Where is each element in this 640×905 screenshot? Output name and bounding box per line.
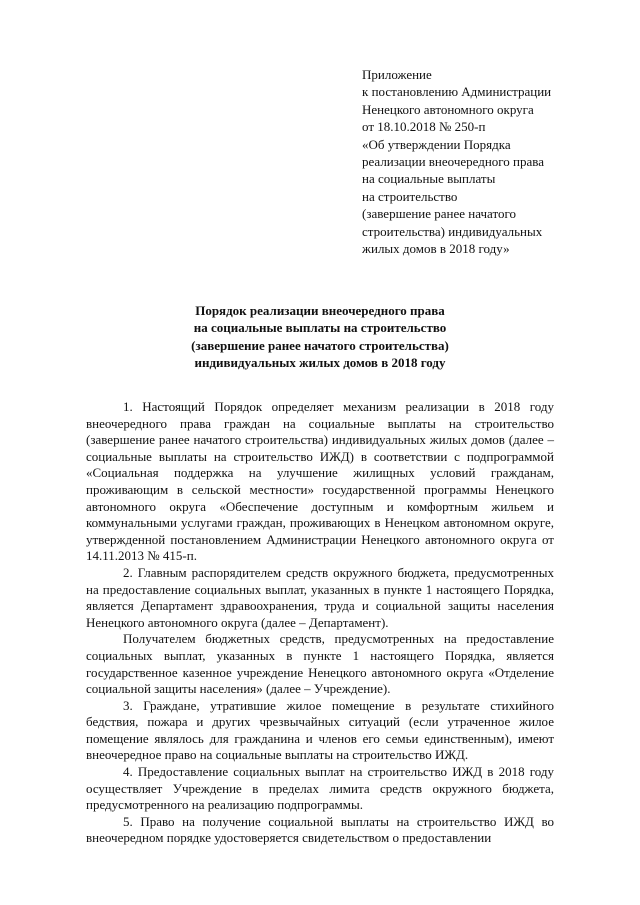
document-title: [88, 302, 552, 372]
appendix-line: Ненецкого автономного округа: [362, 101, 534, 117]
appendix-line: на строительство: [362, 188, 458, 204]
appendix-line: реализации внеочередного права: [362, 154, 545, 170]
document-body: [86, 399, 554, 847]
appendix-line: от 18.10.2018 № 250-п: [362, 119, 486, 135]
appendix-line: «Об утверждении Порядка: [362, 136, 511, 152]
paragraph-2: 2. Главным распорядителем средств окружного бюджета, предусмотренных на предоставление социальных выплат, указанных в пункте 1 настоящего Порядка, является Департамент здравоохранения, труда и социальной защиты населения Ненецкого автономного округа (далее – Департамент).: [86, 564, 554, 630]
paragraph-3: 3. Граждане, утратившие жилое помещение в результате стихийного бедствия, пожара и других чрезвычайных ситуаций (если утраченное жилое помещение являлось для гражданина и членов его семьи единственным), имеют внеочередное право на социальные выплаты на строительство ИЖД.: [86, 697, 554, 763]
paragraph-2-recipient: Получателем бюджетных средств, предусмотренных на предоставление социальных выплат, указанных в пункте 1 настоящего Порядка, является государственное казенное учреждение Ненецкого автономного округа «Отделение социальной защиты населения» (далее – Учреждение).: [86, 631, 554, 697]
paragraph-1: 1. Настоящий Порядок определяет механизм реализации в 2018 году внеочередного права граждан на социальные выплаты на строительство (завершение ранее начатого строительства) индивидуальных жилых домов (далее – социальные выплаты на строительство ИЖД) в соответствии с подпрограммой «Социальная поддержка на улучшение жилищных условий гражданам, проживающим в сельской местности» государственной программы Ненецкого автономного округа «Обеспечение доступным и комфортным жильем и коммунальными услугами граждан, проживающих в Ненецком автономном округе, утвержденной постановлением Администрации Ненецкого автономного округа от 14.11.2013 № 415-п.: [86, 399, 554, 564]
title-line: индивидуальных жилых домов в 2018 году: [194, 355, 446, 371]
appendix-line: на социальные выплаты: [362, 171, 496, 187]
title-line: Порядок реализации внеочередного права: [195, 303, 445, 318]
appendix-line: строительства) индивидуальных: [362, 223, 543, 239]
appendix-line: Приложение: [362, 67, 432, 82]
appendix-header: [362, 66, 612, 257]
appendix-line: (завершение ранее начатого: [362, 206, 516, 222]
appendix-line: к постановлению Администрации: [362, 84, 552, 100]
appendix-line: жилых домов в 2018 году»: [362, 241, 510, 257]
title-line: на социальные выплаты на строительство: [193, 320, 447, 336]
title-line: (завершение ранее начатого строительства): [191, 337, 449, 353]
paragraph-5: 5. Право на получение социальной выплаты на строительство ИЖД во внеочередном порядке удостоверяется свидетельством о предоставлении: [86, 813, 554, 846]
paragraph-4: 4. Предоставление социальных выплат на строительство ИЖД в 2018 году осуществляет Учреждение в пределах лимита средств окружного бюджета, предусмотренного на реализацию подпрограммы.: [86, 764, 554, 813]
